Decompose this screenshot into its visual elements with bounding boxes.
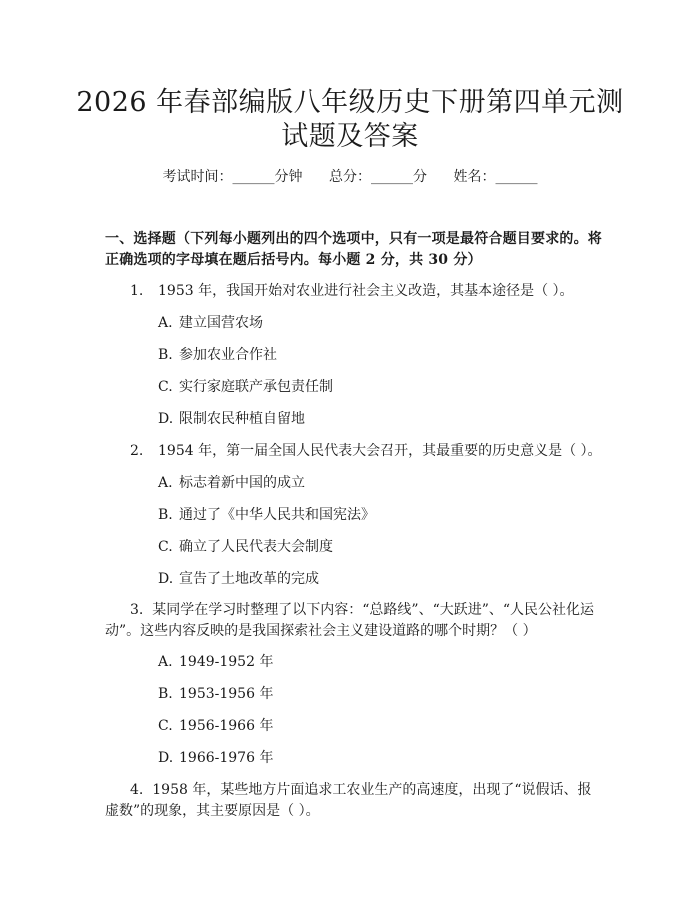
option-2c[interactable]	[158, 537, 333, 558]
option-letter: B.	[158, 686, 173, 702]
question-stem: 1958 年，某些地方片面追求工农业生产的高速度，出现了“说假话、报虚数”的现象，其主要原因是（ ）。	[105, 782, 592, 819]
question-number: 2.	[130, 443, 144, 459]
option-letter: C.	[158, 718, 173, 734]
option-text: 限制农民种植自留地	[179, 411, 305, 427]
option-text: 标志着新中国的成立	[179, 475, 305, 491]
question-4	[105, 780, 600, 822]
option-2d[interactable]	[158, 569, 319, 590]
option-1c[interactable]	[158, 377, 333, 398]
option-letter: D.	[158, 411, 174, 427]
exam-time-field: 考试时间：______分钟	[162, 169, 303, 185]
option-text: 实行家庭联产承包责任制	[179, 379, 333, 395]
option-2a[interactable]	[158, 473, 305, 494]
option-1a[interactable]	[158, 313, 263, 334]
option-text: 确立了人民代表大会制度	[179, 539, 333, 555]
option-letter: D.	[158, 571, 174, 587]
page-title-line2: 试题及答案	[281, 121, 419, 152]
option-1b[interactable]	[158, 345, 277, 366]
option-text: 1949-1952 年	[179, 654, 274, 670]
question-stem: 1953 年，我国开始对农业进行社会主义改造，其基本途径是（ ）。	[158, 283, 574, 299]
option-text: 1953-1956 年	[179, 686, 274, 702]
exam-meta	[0, 167, 700, 187]
option-text: 1956-1966 年	[179, 718, 274, 734]
option-letter: B.	[158, 347, 173, 363]
option-text: 建立国营农场	[179, 315, 263, 331]
section-heading: 一、选择题（下列每小题列出的四个选项中，只有一项是最符合题目要求的。将正确选项的字母填在题后括号内。每小题 2 分，共 30 分）	[105, 231, 602, 268]
option-letter: C.	[158, 379, 173, 395]
student-name-field: 姓名：______	[453, 169, 538, 185]
page-title-line1: 2026 年春部编版八年级历史下册第四单元测	[76, 87, 624, 118]
option-letter: A.	[158, 475, 173, 491]
question-number: 1.	[130, 283, 144, 299]
option-3c[interactable]	[158, 716, 273, 737]
question-1	[130, 281, 574, 302]
option-3b[interactable]	[158, 684, 273, 705]
option-letter: A.	[158, 315, 173, 331]
question-number: 4.	[130, 782, 144, 798]
option-letter: A.	[158, 654, 173, 670]
option-text: 通过了《中华人民共和国宪法》	[179, 507, 375, 523]
question-2	[130, 441, 602, 462]
option-letter: B.	[158, 507, 173, 523]
option-letter: D.	[158, 750, 174, 766]
option-2b[interactable]	[158, 505, 375, 526]
question-3	[105, 600, 600, 642]
option-text: 1966-1976 年	[179, 750, 274, 766]
option-letter: C.	[158, 539, 173, 555]
total-score-field: 总分：______分	[329, 169, 427, 185]
option-1d[interactable]	[158, 409, 305, 430]
option-text: 参加农业合作社	[179, 347, 277, 363]
question-stem: 某同学在学习时整理了以下内容：“总路线”、“大跃进”、“人民公社化运动”。这些内容反映的是我国探索社会主义建设道路的哪个时期？（ ）	[105, 602, 595, 639]
option-text: 宣告了土地改革的完成	[179, 571, 319, 587]
option-3d[interactable]	[158, 748, 273, 769]
question-stem: 1954 年，第一届全国人民代表大会召开，其最重要的历史意义是（ ）。	[158, 443, 602, 459]
option-3a[interactable]	[158, 652, 273, 673]
question-number: 3.	[130, 602, 144, 618]
